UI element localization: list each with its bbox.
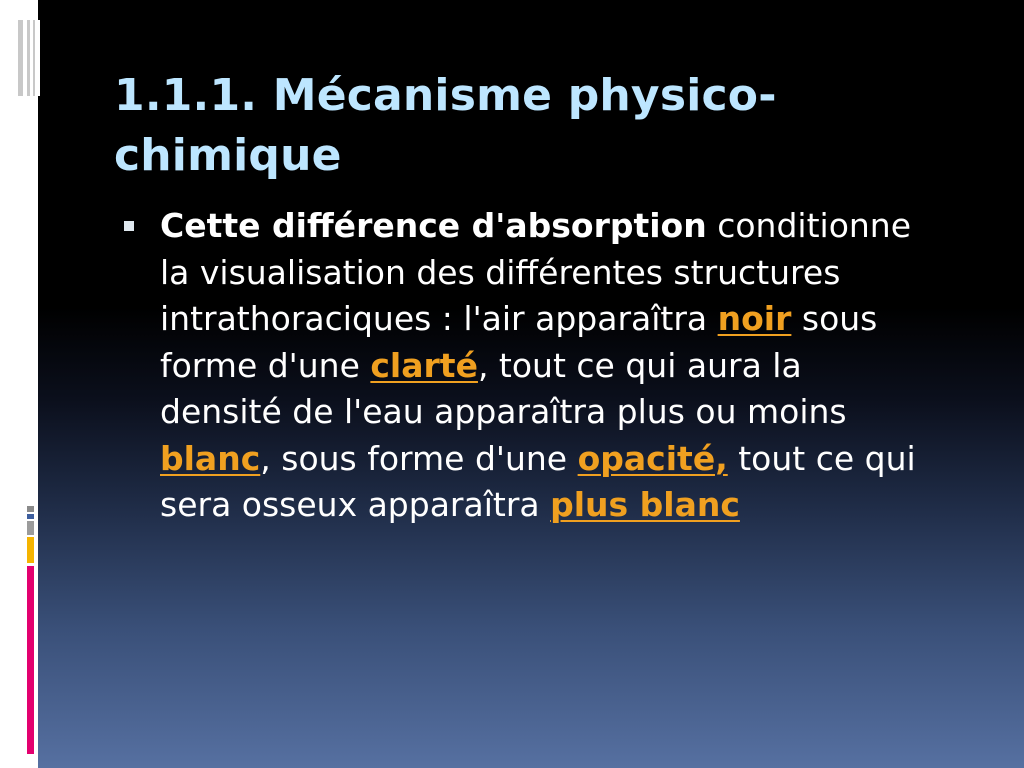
window-panes-icon (0, 18, 40, 98)
title-line-2: chimique (114, 130, 342, 181)
accent-bar-yellow (27, 537, 34, 563)
accent-bar-magenta (27, 566, 34, 754)
title-line-1: 1.1.1. Mécanisme physico- (114, 70, 777, 121)
accent-bar-gray (27, 506, 34, 512)
bullet-content (118, 203, 918, 529)
paragraph-text: , tout ce qui aura la densité de l'eau apparaîtra plus ou moins (160, 345, 847, 431)
accent-bar-blue (27, 514, 34, 519)
square-bullet-icon (124, 221, 134, 231)
keyword-link-blanc[interactable]: blanc (160, 438, 261, 478)
keyword-link-noir[interactable]: noir (717, 299, 792, 338)
slide-title (114, 66, 994, 186)
paragraph-text: conditionne la visualisation des différentes structures intrathoraciques : l'air apparaîtra (160, 206, 912, 338)
lead-bold-text: Cette différence d'absorption (160, 206, 707, 245)
keyword-link-clarte[interactable]: clarté (370, 345, 478, 385)
accent-bar-gray (27, 521, 34, 535)
paragraph-text: sous forme d'une (160, 299, 878, 385)
keyword-link-opacite[interactable]: opacité, (577, 438, 728, 478)
paragraph-text: , sous forme d'une (260, 438, 578, 478)
keyword-link-plus-blanc[interactable]: plus blanc (550, 485, 740, 524)
paragraph-text: tout ce qui sera osseux apparaîtra (160, 438, 916, 524)
bullet-paragraph (160, 203, 918, 529)
